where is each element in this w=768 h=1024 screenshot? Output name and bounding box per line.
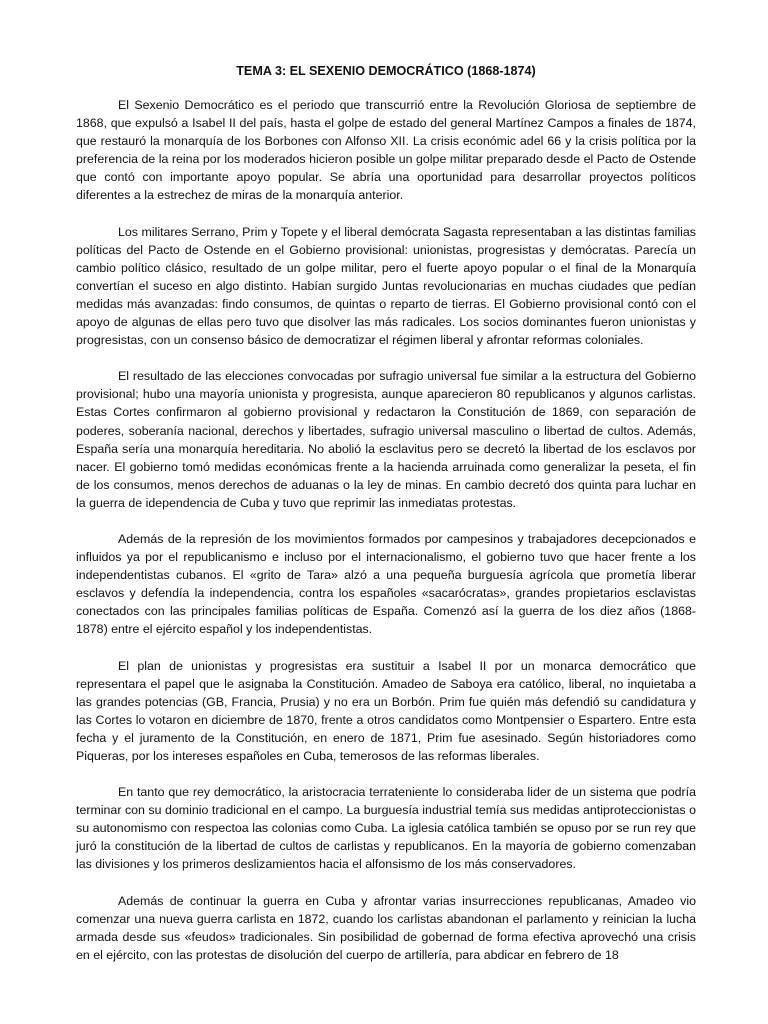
paragraph-5: El plan de unionistas y progresistas era sustituir a Isabel II por un monarca democrático que representara el papel que le asignaba la Constitución. Amadeo de Saboya era católico, liberal, no inquietaba a las grandes potencias (GB, Francia, Prusia) y no era un Borbón. Prim fue quién más defendió su candidatura y las Cortes lo votaron en diciembre de 1870, frente a otros candidatos como Montpensier o Espartero. Entre esta fecha y el juramento de la Constitución, en enero de 1871, Prim fue asesinado. Según historiadores como Piqueras, por los intereses españoles en Cuba, temerosos de las reformas liberales. [76, 658, 696, 763]
paragraph-7: Además de continuar la guerra en Cuba y afrontar varias insurrecciones republicanas, Amadeo vio comenzar una nueva guerra carlista en 1872, cuando los carlistas abandonan el parlamento y reinician la lucha armada desde sus «feudos» tradicionales. Sin posibilidad de gobernad de forma efectiva aprovechó una crisis en el ejército, con las protestas de disolución del cuerpo de artillería, para abdicar en febrero de 18 [76, 893, 696, 962]
document-page [76, 62, 696, 982]
paragraph-6: En tanto que rey democrático, la aristocracia terrateniente lo consideraba lider de un sistema que podría terminar con su dominio tradicional en el campo. La burguesía industrial temía sus medidas antiproteccionistas o su autonomismo con respectoa las colonias como Cuba. La iglesia católica también se opuso por se run rey que juró la constitución de la libertad de cultos de carlistas y republicanos. En la mayoría de gobierno comenzaban las divisiones y los primeros deslizamientos hacia el alfonsismo de los más conservadores. [76, 785, 696, 872]
document-title: TEMA 3: EL SEXENIO DEMOCRÁTICO (1868-1874) [236, 64, 536, 78]
paragraph-1: El Sexenio Democrático es el periodo que transcurrió entre la Revolución Gloriosa de septiembre de 1868, que expulsó a Isabel II del país, hasta el golpe de estado del general Martínez Campos a finales de 1874, que restauró la monarquía de los Borbones con Alfonso XII. La crisis económic adel 66 y la crisis política por la preferencia de la reina por los moderados hicieron posible un golpe militar preparado desde el Pacto de Ostende que contó con importante apoyo popular. Se abría una oportunidad para desarrollar proyectos políticos diferentes a la estrechez de miras de la monarquía anterior. [76, 98, 696, 203]
paragraph-3: El resultado de las elecciones convocadas por sufragio universal fue similar a la estructura del Gobierno provisional; hubo una mayoría unionista y progresista, aunque aparecieron 80 republicanos y algunos carlistas. Estas Cortes confirmaron al gobierno provisional y redactaron la Constitución de 1869, con separación de poderes, soberanía nacional, derechos y libertades, sufragio universal masculino o libertad de cultos. Además, España sería una monarquía hereditaria. No abolió la esclavitus pero se decretó la libertad de los esclavos por nacer. El gobierno tomó medidas económicas frente a la hacienda arruinada como generalizar la peseta, el fin de los consumos, menos derechos de aduanas o la ley de minas. En cambio decretó dos quinta para luchar en la guerra de idependencia de Cuba y tuvo que reprimir las inmediatas protestas. [76, 369, 696, 510]
paragraph-4: Además de la represión de los movimientos formados por campesinos y trabajadores decepcionados e influidos ya por el republicanismo e incluso por el internacionalismo, el gobierno tuvo que hacer frente a los independentistas cubanos. El «grito de Tara» alzó a una pequeña burguesía agrícola que prometía liberar esclavos y defendía la independencia, contra los españoles «sacarócratas», grandes propietarios esclavistas conectados con las principales familias políticas de España. Comenzó así la guerra de los diez años (1868-1878) entre el ejército español y los independentistas. [76, 531, 696, 637]
paragraph-2: Los militares Serrano, Prim y Topete y el liberal demócrata Sagasta representaban a las distintas familias políticas del Pacto de Ostende en el Gobierno provisional: unionistas, progresistas y demócratas. Parecía un cambio político clásico, resultado de un golpe militar, pero el fuerte apoyo popular o el final de la Monarquía convertían el suceso en algo distinto. Habían surgido Juntas revolucionarias en muchas ciudades que pedían medidas más avanzadas: findo consumos, de quintas o reparto de tierras. El Gobierno provisional contó con el apoyo de algunas de ellas pero tuvo que disolver las más radicales. Los socios dominantes fueron unionistas y progresistas, con un consenso básico de democratizar el régimen liberal y afrontar reformas coloniales. [76, 224, 696, 348]
